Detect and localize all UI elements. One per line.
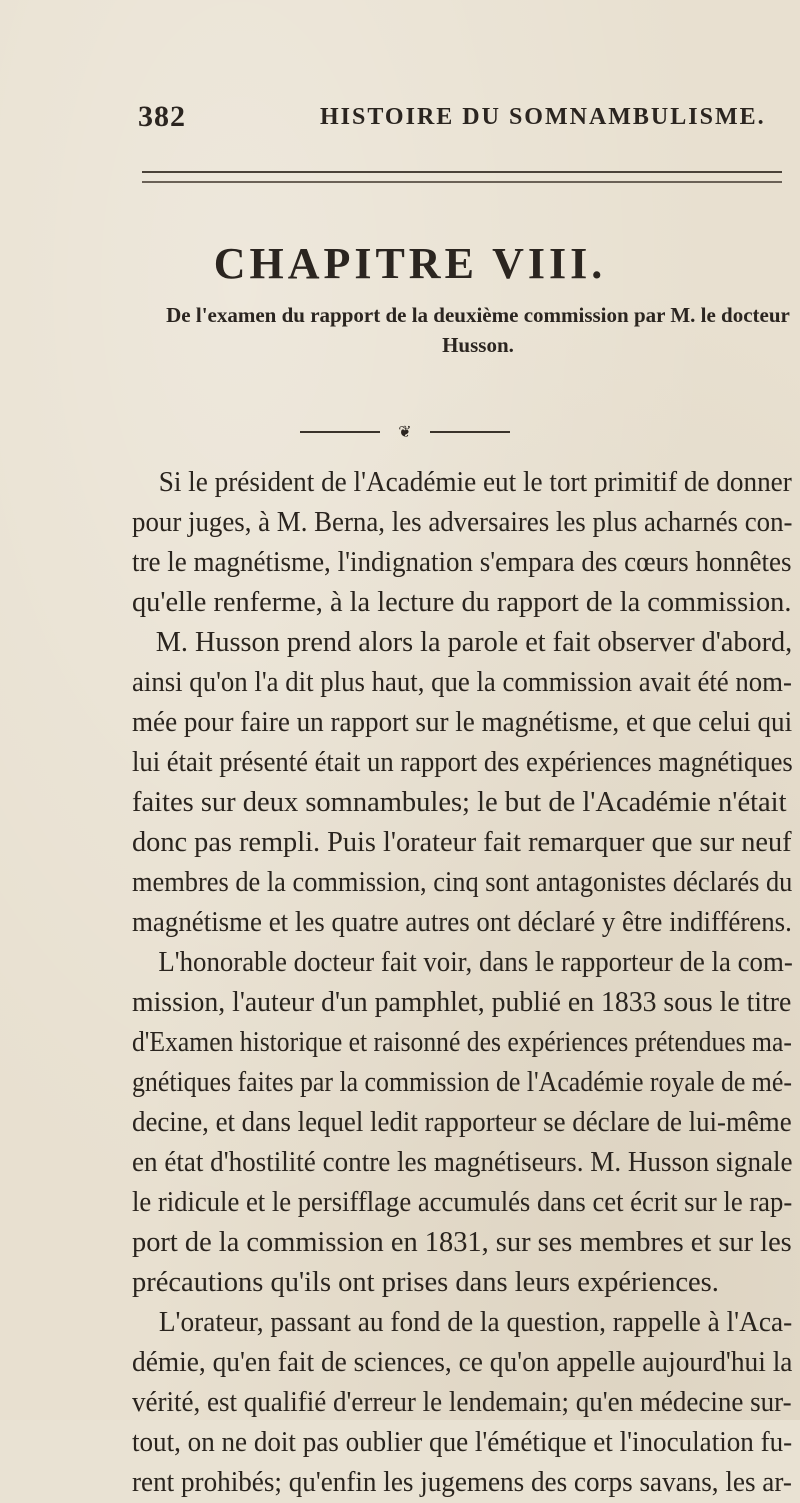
header-rule <box>142 181 782 183</box>
text-line: magnétisme et les quatre autres ont déclaré y être indifférens. <box>132 907 792 938</box>
ornament-line <box>430 431 510 433</box>
text-line: donc pas rempli. Puis l'orateur fait remarquer que sur neuf <box>132 827 792 858</box>
chapter-subtitle: De l'examen du rapport de la deuxième commission par M. le docteur Husson. <box>166 303 790 357</box>
text-line: lui était présenté était un rapport des expériences magnétiques <box>132 747 793 778</box>
text-line: port de la commission en 1831, sur ses membres et sur les <box>132 1227 792 1258</box>
text-line: d'Examen historique et raisonné des expériences prétendues ma- <box>132 1027 792 1058</box>
ornament-divider <box>300 422 510 442</box>
text-line: le ridicule et le persifflage accumulés dans cet écrit sur le rap- <box>132 1187 793 1218</box>
text-line: ainsi qu'on l'a dit plus haut, que la commission avait été nom- <box>132 667 792 698</box>
text-line: démie, qu'en fait de sciences, ce qu'on appelle aujourd'hui la <box>132 1347 793 1378</box>
page-number: 382 <box>138 100 186 133</box>
text-line: L'orateur, passant au fond de la question, rappelle à l'Aca- <box>158 1307 793 1338</box>
ornament-line <box>300 431 380 433</box>
text-line: tout, on ne doit pas oublier que l'émétique et l'inoculation fu- <box>132 1427 793 1458</box>
text-line: L'honorable docteur fait voir, dans le rapporteur de la com- <box>158 947 793 978</box>
text-line: rent prohibés; qu'enfin les jugemens des corps savans, les ar- <box>132 1467 792 1498</box>
running-title: HISTOIRE DU SOMNAMBULISME. <box>320 104 766 130</box>
body-text <box>132 463 800 1503</box>
text-line: M. Husson prend alors la parole et fait observer d'abord, <box>155 627 793 658</box>
text-line: decine, et dans lequel ledit rapporteur se déclare de lui-même <box>132 1107 792 1138</box>
text-line: Si le président de l'Académie eut le tort primitif de donner <box>158 467 792 498</box>
text-line: vérité, est qualifié d'erreur le lendemain; qu'en médecine sur- <box>132 1387 792 1418</box>
running-head <box>0 100 800 140</box>
text-line: membres de la commission, cinq sont antagonistes déclarés du <box>132 867 793 898</box>
text-line: faites sur deux somnambules; le but de l'Académie n'était <box>132 787 787 818</box>
text-line: mission, l'auteur d'un pamphlet, publié en 1833 sous le titre <box>132 987 792 1018</box>
fleuron-icon: ❦ <box>398 422 412 441</box>
text-line: pour juges, à M. Berna, les adversaires les plus acharnés con- <box>132 507 793 538</box>
text-line: en état d'hostilité contre les magnétiseurs. M. Husson signale <box>132 1147 793 1178</box>
text-line: mée pour faire un rapport sur le magnétisme, et que celui qui <box>132 707 793 738</box>
chapter-title: CHAPITRE VIII. <box>213 239 607 288</box>
text-line: qu'elle renferme, à la lecture du rapport de la commission. <box>132 587 792 618</box>
header-rule <box>142 171 782 173</box>
text-line: tre le magnétisme, l'indignation s'empara des cœurs honnêtes <box>132 547 792 578</box>
text-line: précautions qu'ils ont prises dans leurs expériences. <box>132 1267 719 1298</box>
text-line: gnétiques faites par la commission de l'Académie royale de mé- <box>132 1067 792 1098</box>
